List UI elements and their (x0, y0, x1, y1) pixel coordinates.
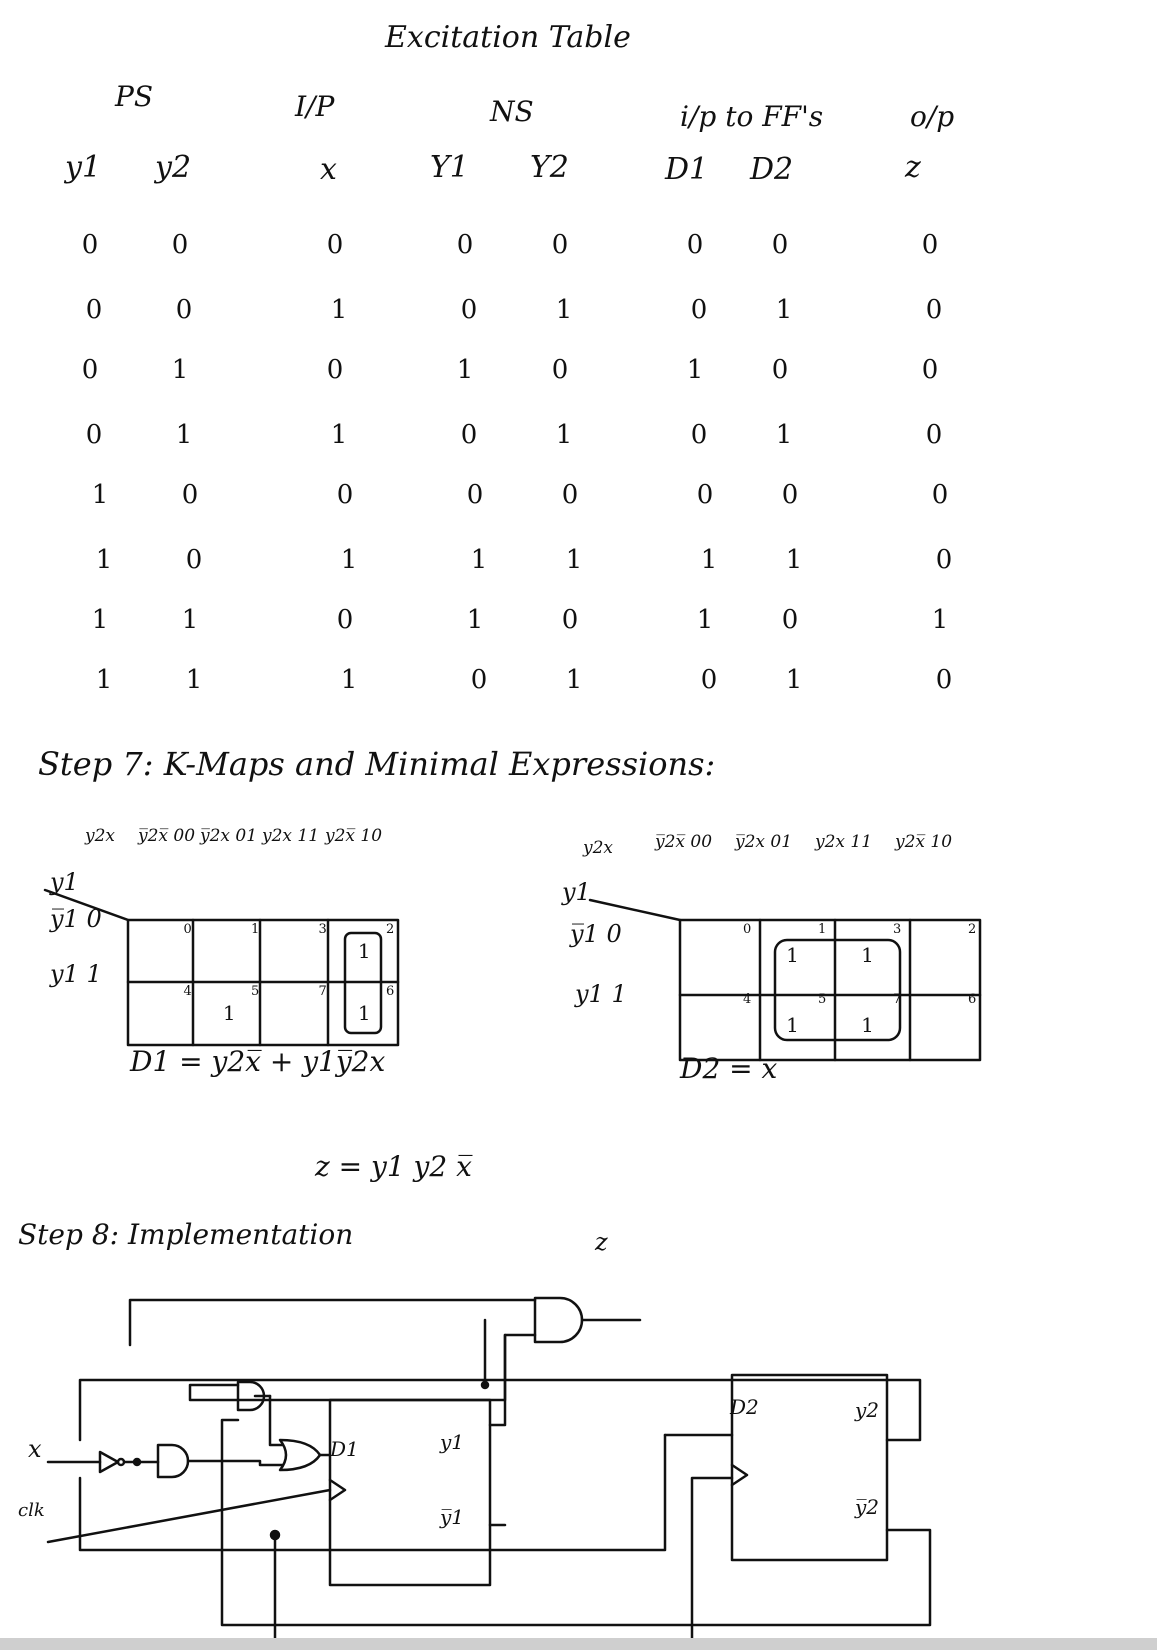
column-header-y1: y1 (65, 150, 102, 185)
table-cell: 0 (931, 480, 949, 510)
table-cell: 1 (456, 355, 474, 385)
column-header-D2: D2 (750, 152, 794, 187)
kmap-cell-index: 7 (318, 984, 327, 999)
y1-junction (482, 1382, 488, 1388)
table-cell: 0 (181, 480, 199, 510)
table-cell: 0 (466, 480, 484, 510)
kmap-cell-value: 1 (786, 943, 799, 967)
step8-heading: Step 8: Implementation (18, 1218, 354, 1251)
kmap-cell-index: 3 (318, 922, 327, 937)
table-cell: 1 (91, 605, 109, 635)
and-gate-y1-y2bar-x (158, 1445, 188, 1477)
table-cell: 1 (95, 545, 113, 575)
kmap-d1-col-corner: y2x (85, 826, 116, 846)
table-cell: 0 (781, 605, 799, 635)
ff2-q-label: y2 (855, 1398, 880, 1422)
ff2-clock-triangle (732, 1465, 747, 1485)
table-cell: 0 (925, 420, 943, 450)
table-cell: 0 (326, 230, 344, 260)
table-cell: 0 (921, 355, 939, 385)
bottom-bar (0, 1638, 1157, 1650)
table-cell: 0 (561, 480, 579, 510)
kmap-d2-col-corner: y2x (583, 838, 614, 858)
table-cell: 0 (326, 355, 344, 385)
kmap-d1-grid (45, 890, 398, 1045)
table-cell: 0 (470, 665, 488, 695)
table-cell: 1 (555, 295, 573, 325)
kmap-cell-index: 0 (743, 922, 752, 937)
kmap-d2-col-00: y̅2x̅ 00 (655, 832, 713, 852)
table-cell: 0 (81, 355, 99, 385)
kmap-cell-value: 1 (786, 1013, 799, 1037)
kmap-d1-row-corner: y1 (50, 868, 79, 896)
table-cell: 1 (470, 545, 488, 575)
page-title: Excitation Table (385, 20, 631, 55)
clock-label: clk (18, 1500, 45, 1521)
column-header-D1: D1 (665, 152, 709, 187)
kmap-d1-row-1: y1 1 (50, 960, 102, 988)
kmap-cell-value: 1 (357, 1001, 371, 1025)
x-junction (134, 1459, 140, 1465)
table-cell: 1 (700, 545, 718, 575)
table-cell: 1 (555, 420, 573, 450)
table-cell: 0 (171, 230, 189, 260)
kmap-d1-col-11: y2x 11 (262, 826, 320, 846)
group-header-ns: NS (490, 95, 534, 128)
kmap-cell-index: 2 (968, 922, 977, 937)
column-header-y2: y2 (155, 150, 192, 185)
kmap-d2-col-11: y2x 11 (815, 832, 873, 852)
table-cell: 0 (690, 295, 708, 325)
group-header-ff-inputs: i/p to FF's (680, 100, 824, 133)
kmap-cell-index: 4 (743, 992, 752, 1007)
column-header-x: x (320, 152, 337, 187)
kmap-cell-index: 0 (183, 922, 192, 937)
table-cell: 1 (775, 295, 793, 325)
table-cell: 1 (775, 420, 793, 450)
kmap-cell-index: 2 (386, 922, 395, 937)
table-cell: 0 (700, 665, 718, 695)
table-cell: 1 (565, 665, 583, 695)
kmap-cell-value: 1 (222, 1001, 236, 1025)
kmap-d1-col-01: y̅2x 01 (200, 826, 258, 846)
kmap-cell-index: 5 (251, 984, 260, 999)
table-cell: 1 (181, 605, 199, 635)
kmap-d2-group-loop (775, 940, 900, 1040)
table-cell: 1 (95, 665, 113, 695)
d1-expression: D1 = y2x̅ + y1y̅2x (130, 1045, 386, 1078)
table-cell: 0 (561, 605, 579, 635)
ff1-d-label: D1 (330, 1437, 359, 1461)
kmap-cell-value: 1 (861, 943, 874, 967)
clock-junction (271, 1531, 279, 1539)
table-cell: 1 (175, 420, 193, 450)
ff2-qbar-label: y̅2 (855, 1495, 880, 1519)
and-gate-z (535, 1298, 582, 1342)
kmap-d1-col-10: y2x̅ 10 (325, 826, 383, 846)
kmap-cell-index: 6 (968, 992, 977, 1007)
kmap-cell-index: 6 (386, 984, 395, 999)
ff1-clock-triangle (330, 1480, 345, 1500)
table-cell: 0 (175, 295, 193, 325)
column-header-Y2: Y2 (530, 150, 569, 185)
table-cell: 0 (85, 295, 103, 325)
kmap-d2-row-corner: y1 (562, 878, 591, 906)
ff1-qbar-label: y̅1 (440, 1505, 465, 1529)
ff2-d-label: D2 (730, 1395, 759, 1419)
table-cell: 1 (340, 665, 358, 695)
column-header-Y1: Y1 (430, 150, 469, 185)
table-cell: 1 (91, 480, 109, 510)
table-cell: 0 (460, 420, 478, 450)
or-gate-d1 (280, 1440, 320, 1470)
table-cell: 0 (935, 545, 953, 575)
table-cell: 1 (931, 605, 949, 635)
table-cell: 0 (771, 355, 789, 385)
table-cell: 0 (686, 230, 704, 260)
table-cell: 0 (336, 605, 354, 635)
kmap-d1-row-0: y̅1 0 (50, 905, 102, 933)
table-cell: 0 (781, 480, 799, 510)
table-cell: 0 (81, 230, 99, 260)
group-header-op: o/p (910, 100, 955, 133)
buffer-gate-x (100, 1452, 118, 1472)
table-cell: 1 (185, 665, 203, 695)
kmap-cell-index: 1 (818, 922, 827, 937)
table-cell: 0 (696, 480, 714, 510)
column-header-z: z (905, 150, 921, 185)
table-cell: 1 (686, 355, 704, 385)
output-z-label: z (595, 1228, 608, 1256)
table-cell: 0 (935, 665, 953, 695)
table-cell: 0 (690, 420, 708, 450)
kmap-cell-index: 4 (183, 984, 192, 999)
table-cell: 1 (785, 665, 803, 695)
group-header-ip: I/P (295, 90, 335, 123)
d2-expression: D2 = x (680, 1052, 778, 1085)
table-cell: 0 (921, 230, 939, 260)
kmap-d2-row-0: y̅1 0 (570, 920, 622, 948)
kmap-cell-index: 5 (818, 992, 827, 1007)
table-cell: 0 (336, 480, 354, 510)
kmap-d2-row-1: y1 1 (575, 980, 627, 1008)
kmap-d2-grid (590, 900, 980, 1060)
table-cell: 1 (330, 295, 348, 325)
table-cell: 0 (551, 230, 569, 260)
kmap-cell-value: 1 (861, 1013, 874, 1037)
table-cell: 0 (771, 230, 789, 260)
table-cell: 0 (456, 230, 474, 260)
flip-flop-2 (732, 1375, 887, 1560)
table-cell: 1 (466, 605, 484, 635)
kmap-d2-col-01: y̅2x 01 (735, 832, 793, 852)
kmap-d1-col-00: y̅2x̅ 00 (138, 826, 196, 846)
table-cell: 1 (171, 355, 189, 385)
table-cell: 1 (340, 545, 358, 575)
kmap-cell-index: 7 (893, 992, 902, 1007)
group-header-ps: PS (115, 80, 154, 113)
table-cell: 1 (330, 420, 348, 450)
kmap-cell-index: 3 (893, 922, 902, 937)
table-cell: 0 (85, 420, 103, 450)
kmap-cell-value: 1 (357, 939, 371, 963)
ff1-q-label: y1 (440, 1430, 465, 1454)
table-cell: 0 (925, 295, 943, 325)
table-cell: 1 (785, 545, 803, 575)
input-x-label: x (28, 1435, 42, 1463)
kmap-d2-col-10: y2x̅ 10 (895, 832, 953, 852)
step7-heading: Step 7: K-Maps and Minimal Expressions: (38, 745, 716, 783)
flip-flop-1 (330, 1400, 490, 1585)
kmap-cell-index: 1 (251, 922, 260, 937)
z-expression: z = y1 y2 x̅ (315, 1150, 472, 1183)
table-cell: 0 (460, 295, 478, 325)
table-cell: 1 (696, 605, 714, 635)
table-cell: 0 (185, 545, 203, 575)
table-cell: 0 (551, 355, 569, 385)
table-cell: 1 (565, 545, 583, 575)
